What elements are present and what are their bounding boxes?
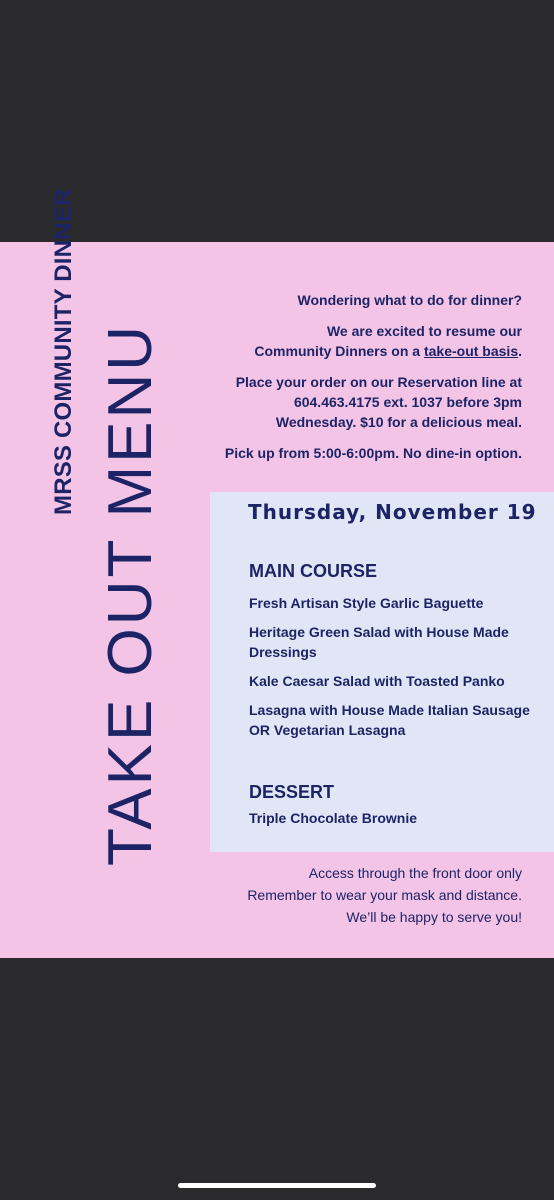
take-out-basis-text: take-out basis bbox=[423, 343, 519, 359]
intro-order-line3: Wednesday. $10 for a delicious meal. bbox=[275, 414, 522, 430]
menu-item: Kale Caesar Salad with Toasted Panko bbox=[249, 673, 505, 689]
intro-order bbox=[192, 372, 522, 432]
intro-question: Wondering what to do for dinner? bbox=[297, 292, 522, 308]
closing-line: Access through the front door only bbox=[308, 865, 522, 881]
menu-date: Thursday, November 19 bbox=[248, 500, 537, 524]
intro-text bbox=[192, 290, 522, 474]
intro-resume-line2: Community Dinners on a bbox=[254, 343, 424, 359]
intro-order-line1: Place your order on our Reservation line at bbox=[235, 374, 522, 390]
intro-resume-line1: We are excited to resume our bbox=[326, 323, 522, 339]
intro-order-line2: 604.463.4175 ext. 1037 before 3pm bbox=[293, 394, 522, 410]
intro-pickup: Pick up from 5:00-6:00pm. No dine-in option. bbox=[224, 445, 522, 461]
closing-line: Remember to wear your mask and distance. bbox=[247, 887, 522, 903]
subtitle: MRSS COMMUNITY DINNER bbox=[50, 188, 77, 515]
dessert-heading: DESSERT bbox=[249, 782, 335, 802]
menu-item: Lasagna with House Made Italian Sausage OR Vegetarian Lasagna bbox=[249, 702, 530, 738]
menu-item: Fresh Artisan Style Garlic Baguette bbox=[249, 595, 484, 611]
page-title: TAKE OUT MENU bbox=[96, 322, 165, 866]
closing-line: We’ll be happy to serve you! bbox=[346, 909, 522, 925]
menu-item: Heritage Green Salad with House Made Dressings bbox=[249, 624, 509, 660]
home-indicator[interactable] bbox=[178, 1183, 376, 1188]
closing-text bbox=[192, 862, 522, 928]
intro-resume bbox=[192, 321, 522, 361]
intro-resume-period: . bbox=[518, 343, 522, 359]
main-course-heading: MAIN COURSE bbox=[249, 561, 378, 581]
menu-item: Triple Chocolate Brownie bbox=[249, 810, 418, 826]
